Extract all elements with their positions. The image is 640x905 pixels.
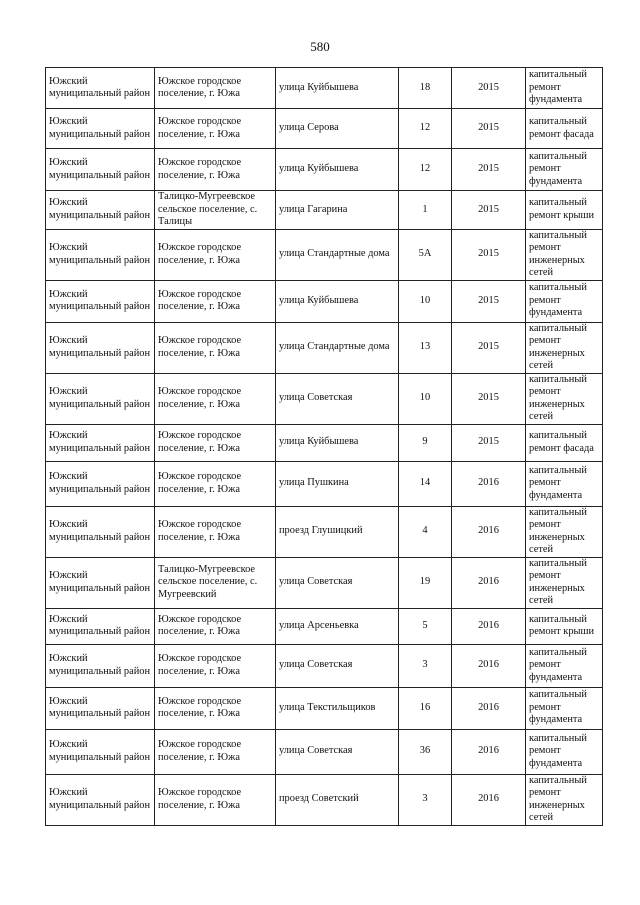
work-type-cell: капитальный ремонт инженерных сетей — [526, 774, 603, 825]
work-type-cell: капитальный ремонт фундамента — [526, 729, 603, 774]
work-type-cell: капитальный ремонт инженерных сетей — [526, 506, 603, 557]
work-type-cell: капитальный ремонт фундамента — [526, 461, 603, 506]
street-cell: улица Советская — [276, 373, 399, 424]
year-cell: 2015 — [452, 68, 526, 109]
house-number-cell: 13 — [399, 322, 452, 373]
settlement-cell: Южское городское поселение, г. Южа — [155, 149, 276, 191]
table-row — [46, 280, 603, 322]
district-cell: Южский муниципальный район — [46, 644, 155, 687]
street-cell: улица Арсеньевка — [276, 608, 399, 644]
work-type-cell: капитальный ремонт крыши — [526, 608, 603, 644]
settlement-cell: Талицко-Мугреевское сельское поселение, с. Мугреевский — [155, 557, 276, 608]
street-cell: улица Советская — [276, 557, 399, 608]
house-number-cell: 12 — [399, 109, 452, 149]
settlement-cell: Южское городское поселение, г. Южа — [155, 729, 276, 774]
table-row — [46, 729, 603, 774]
house-number-cell: 12 — [399, 149, 452, 191]
settlement-cell: Южское городское поселение, г. Южа — [155, 280, 276, 322]
street-cell: улица Советская — [276, 644, 399, 687]
work-type-cell: капитальный ремонт инженерных сетей — [526, 557, 603, 608]
year-cell: 2015 — [452, 149, 526, 191]
street-cell: проезд Глушицкий — [276, 506, 399, 557]
house-number-cell: 5 — [399, 608, 452, 644]
settlement-cell: Южское городское поселение, г. Южа — [155, 506, 276, 557]
work-type-cell: капитальный ремонт инженерных сетей — [526, 322, 603, 373]
house-number-cell: 9 — [399, 424, 452, 461]
table-row — [46, 149, 603, 191]
year-cell: 2016 — [452, 506, 526, 557]
street-cell: улица Советская — [276, 729, 399, 774]
work-type-cell: капитальный ремонт фундамента — [526, 687, 603, 729]
house-number-cell: 14 — [399, 461, 452, 506]
district-cell: Южский муниципальный район — [46, 149, 155, 191]
year-cell: 2016 — [452, 557, 526, 608]
settlement-cell: Южское городское поселение, г. Южа — [155, 424, 276, 461]
settlement-cell: Южское городское поселение, г. Южа — [155, 687, 276, 729]
settlement-cell: Южское городское поселение, г. Южа — [155, 644, 276, 687]
table-row — [46, 424, 603, 461]
page-number: 580 — [310, 39, 330, 54]
work-type-cell: капитальный ремонт фундамента — [526, 149, 603, 191]
house-number-cell: 10 — [399, 373, 452, 424]
district-cell: Южский муниципальный район — [46, 280, 155, 322]
year-cell: 2016 — [452, 644, 526, 687]
district-cell: Южский муниципальный район — [46, 229, 155, 280]
repair-registry-table — [45, 67, 603, 826]
year-cell: 2015 — [452, 229, 526, 280]
year-cell: 2015 — [452, 280, 526, 322]
work-type-cell: капитальный ремонт крыши — [526, 191, 603, 230]
work-type-cell: капитальный ремонт фундамента — [526, 280, 603, 322]
work-type-cell: капитальный ремонт фасада — [526, 424, 603, 461]
year-cell: 2016 — [452, 774, 526, 825]
table-row — [46, 644, 603, 687]
work-type-cell: капитальный ремонт фундамента — [526, 68, 603, 109]
street-cell: улица Гагарина — [276, 191, 399, 230]
year-cell: 2015 — [452, 191, 526, 230]
year-cell: 2015 — [452, 109, 526, 149]
district-cell: Южский муниципальный район — [46, 68, 155, 109]
street-cell: улица Серова — [276, 109, 399, 149]
district-cell: Южский муниципальный район — [46, 506, 155, 557]
district-cell: Южский муниципальный район — [46, 373, 155, 424]
district-cell: Южский муниципальный район — [46, 109, 155, 149]
street-cell: улица Стандартные дома — [276, 229, 399, 280]
work-type-cell: капитальный ремонт инженерных сетей — [526, 373, 603, 424]
street-cell: улица Стандартные дома — [276, 322, 399, 373]
house-number-cell: 18 — [399, 68, 452, 109]
district-cell: Южский муниципальный район — [46, 424, 155, 461]
table-row — [46, 68, 603, 109]
settlement-cell: Южское городское поселение, г. Южа — [155, 229, 276, 280]
district-cell: Южский муниципальный район — [46, 729, 155, 774]
year-cell: 2016 — [452, 729, 526, 774]
house-number-cell: 10 — [399, 280, 452, 322]
house-number-cell: 1 — [399, 191, 452, 230]
table-row — [46, 322, 603, 373]
district-cell: Южский муниципальный район — [46, 557, 155, 608]
district-cell: Южский муниципальный район — [46, 461, 155, 506]
settlement-cell: Южское городское поселение, г. Южа — [155, 373, 276, 424]
table-row — [46, 191, 603, 230]
district-cell: Южский муниципальный район — [46, 191, 155, 230]
district-cell: Южский муниципальный район — [46, 608, 155, 644]
year-cell: 2016 — [452, 608, 526, 644]
work-type-cell: капитальный ремонт инженерных сетей — [526, 229, 603, 280]
district-cell: Южский муниципальный район — [46, 687, 155, 729]
table-row — [46, 506, 603, 557]
house-number-cell: 36 — [399, 729, 452, 774]
table-row — [46, 373, 603, 424]
table-body — [46, 68, 603, 826]
house-number-cell: 3 — [399, 774, 452, 825]
house-number-cell: 16 — [399, 687, 452, 729]
settlement-cell: Южское городское поселение, г. Южа — [155, 774, 276, 825]
year-cell: 2015 — [452, 373, 526, 424]
settlement-cell: Южское городское поселение, г. Южа — [155, 68, 276, 109]
year-cell: 2015 — [452, 322, 526, 373]
settlement-cell: Южское городское поселение, г. Южа — [155, 109, 276, 149]
street-cell: проезд Советский — [276, 774, 399, 825]
table-row — [46, 109, 603, 149]
street-cell: улица Куйбышева — [276, 280, 399, 322]
settlement-cell: Южское городское поселение, г. Южа — [155, 461, 276, 506]
year-cell: 2015 — [452, 424, 526, 461]
work-type-cell: капитальный ремонт фасада — [526, 109, 603, 149]
house-number-cell: 19 — [399, 557, 452, 608]
settlement-cell: Южское городское поселение, г. Южа — [155, 608, 276, 644]
year-cell: 2016 — [452, 687, 526, 729]
table-row — [46, 774, 603, 825]
house-number-cell: 5А — [399, 229, 452, 280]
district-cell: Южский муниципальный район — [46, 322, 155, 373]
district-cell: Южский муниципальный район — [46, 774, 155, 825]
street-cell: улица Куйбышева — [276, 149, 399, 191]
house-number-cell: 4 — [399, 506, 452, 557]
street-cell: улица Текстильщиков — [276, 687, 399, 729]
table-row — [46, 608, 603, 644]
house-number-cell: 3 — [399, 644, 452, 687]
work-type-cell: капитальный ремонт фундамента — [526, 644, 603, 687]
settlement-cell: Талицко-Мугреевское сельское поселение, с. Талицы — [155, 191, 276, 230]
table-row — [46, 461, 603, 506]
table-row — [46, 557, 603, 608]
year-cell: 2016 — [452, 461, 526, 506]
settlement-cell: Южское городское поселение, г. Южа — [155, 322, 276, 373]
table-row — [46, 687, 603, 729]
table-row — [46, 229, 603, 280]
street-cell: улица Пушкина — [276, 461, 399, 506]
street-cell: улица Куйбышева — [276, 424, 399, 461]
street-cell: улица Куйбышева — [276, 68, 399, 109]
